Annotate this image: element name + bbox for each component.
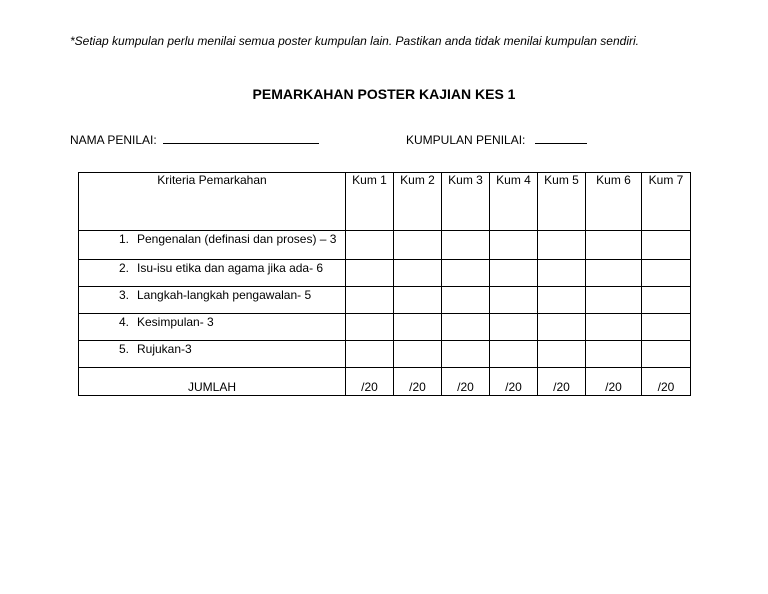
criteria-number: 5. [119,342,130,356]
score-cell[interactable] [442,314,490,341]
score-cell[interactable] [642,260,691,287]
group-header: Kum 7 [642,173,691,231]
score-cell[interactable] [642,231,691,260]
table-row [79,341,691,368]
score-cell[interactable] [586,231,642,260]
group-header: Kum 2 [394,173,442,231]
score-cell[interactable] [346,314,394,341]
score-cell[interactable] [394,341,442,368]
table-header-row [79,173,691,231]
score-cell[interactable] [394,314,442,341]
score-cell[interactable] [538,260,586,287]
criteria-header: Kriteria Pemarkahan [79,173,346,231]
criteria-number: 2. [119,261,130,275]
page-title: PEMARKAHAN POSTER KAJIAN KES 1 [252,86,516,102]
criteria-text: Isu-isu etika dan agama jika ada- 6 [137,261,324,275]
score-cell[interactable] [538,287,586,314]
criteria-cell [79,260,346,287]
score-cell[interactable] [538,341,586,368]
nama-penilai-blank[interactable] [163,131,319,144]
score-cell[interactable] [442,231,490,260]
group-header: Kum 5 [538,173,586,231]
total-cell[interactable]: /20 [642,368,691,396]
criteria-number: 4. [119,315,130,329]
kumpulan-penilai-blank[interactable] [535,131,587,144]
total-cell[interactable]: /20 [586,368,642,396]
score-cell[interactable] [442,287,490,314]
score-cell[interactable] [538,231,586,260]
instruction-note: *Setiap kumpulan perlu menilai semua poster kumpulan lain. Pastikan anda tidak menilai kumpulan sendiri. [70,34,639,48]
criteria-cell [79,341,346,368]
score-cell[interactable] [346,231,394,260]
kumpulan-penilai-label: KUMPULAN PENILAI: [406,133,526,147]
score-cell[interactable] [490,287,538,314]
total-cell[interactable]: /20 [490,368,538,396]
table-row [79,231,691,260]
kumpulan-penilai-field [406,131,587,147]
score-cell[interactable] [346,287,394,314]
score-cell[interactable] [586,260,642,287]
total-cell[interactable]: /20 [346,368,394,396]
score-cell[interactable] [642,314,691,341]
score-cell[interactable] [490,231,538,260]
score-cell[interactable] [586,341,642,368]
criteria-cell [79,314,346,341]
criteria-number: 1. [119,232,130,246]
criteria-cell [79,287,346,314]
score-cell[interactable] [442,260,490,287]
score-cell[interactable] [642,287,691,314]
table-row [79,314,691,341]
score-cell[interactable] [346,260,394,287]
table-row [79,260,691,287]
score-cell[interactable] [586,287,642,314]
criteria-text: Pengenalan (definasi dan proses) – 3 [137,232,337,246]
nama-penilai-field [70,131,319,147]
score-cell[interactable] [490,314,538,341]
total-cell[interactable]: /20 [442,368,490,396]
score-cell[interactable] [394,231,442,260]
criteria-text: Langkah-langkah pengawalan- 5 [137,288,312,302]
criteria-number: 3. [119,288,130,302]
score-cell[interactable] [490,260,538,287]
score-cell[interactable] [394,260,442,287]
criteria-cell [79,231,346,260]
score-cell[interactable] [538,314,586,341]
score-cell[interactable] [394,287,442,314]
group-header: Kum 1 [346,173,394,231]
total-label: JUMLAH [79,368,346,396]
group-header: Kum 3 [442,173,490,231]
nama-penilai-label: NAMA PENILAI: [70,133,157,147]
total-row [79,368,691,396]
criteria-text: Rujukan-3 [137,342,192,356]
score-cell[interactable] [642,341,691,368]
group-header: Kum 6 [586,173,642,231]
scoring-table [78,172,691,396]
table-row [79,287,691,314]
score-cell[interactable] [346,341,394,368]
total-cell[interactable]: /20 [538,368,586,396]
score-cell[interactable] [490,341,538,368]
score-cell[interactable] [442,341,490,368]
total-cell[interactable]: /20 [394,368,442,396]
criteria-text: Kesimpulan- 3 [137,315,214,329]
score-cell[interactable] [586,314,642,341]
group-header: Kum 4 [490,173,538,231]
